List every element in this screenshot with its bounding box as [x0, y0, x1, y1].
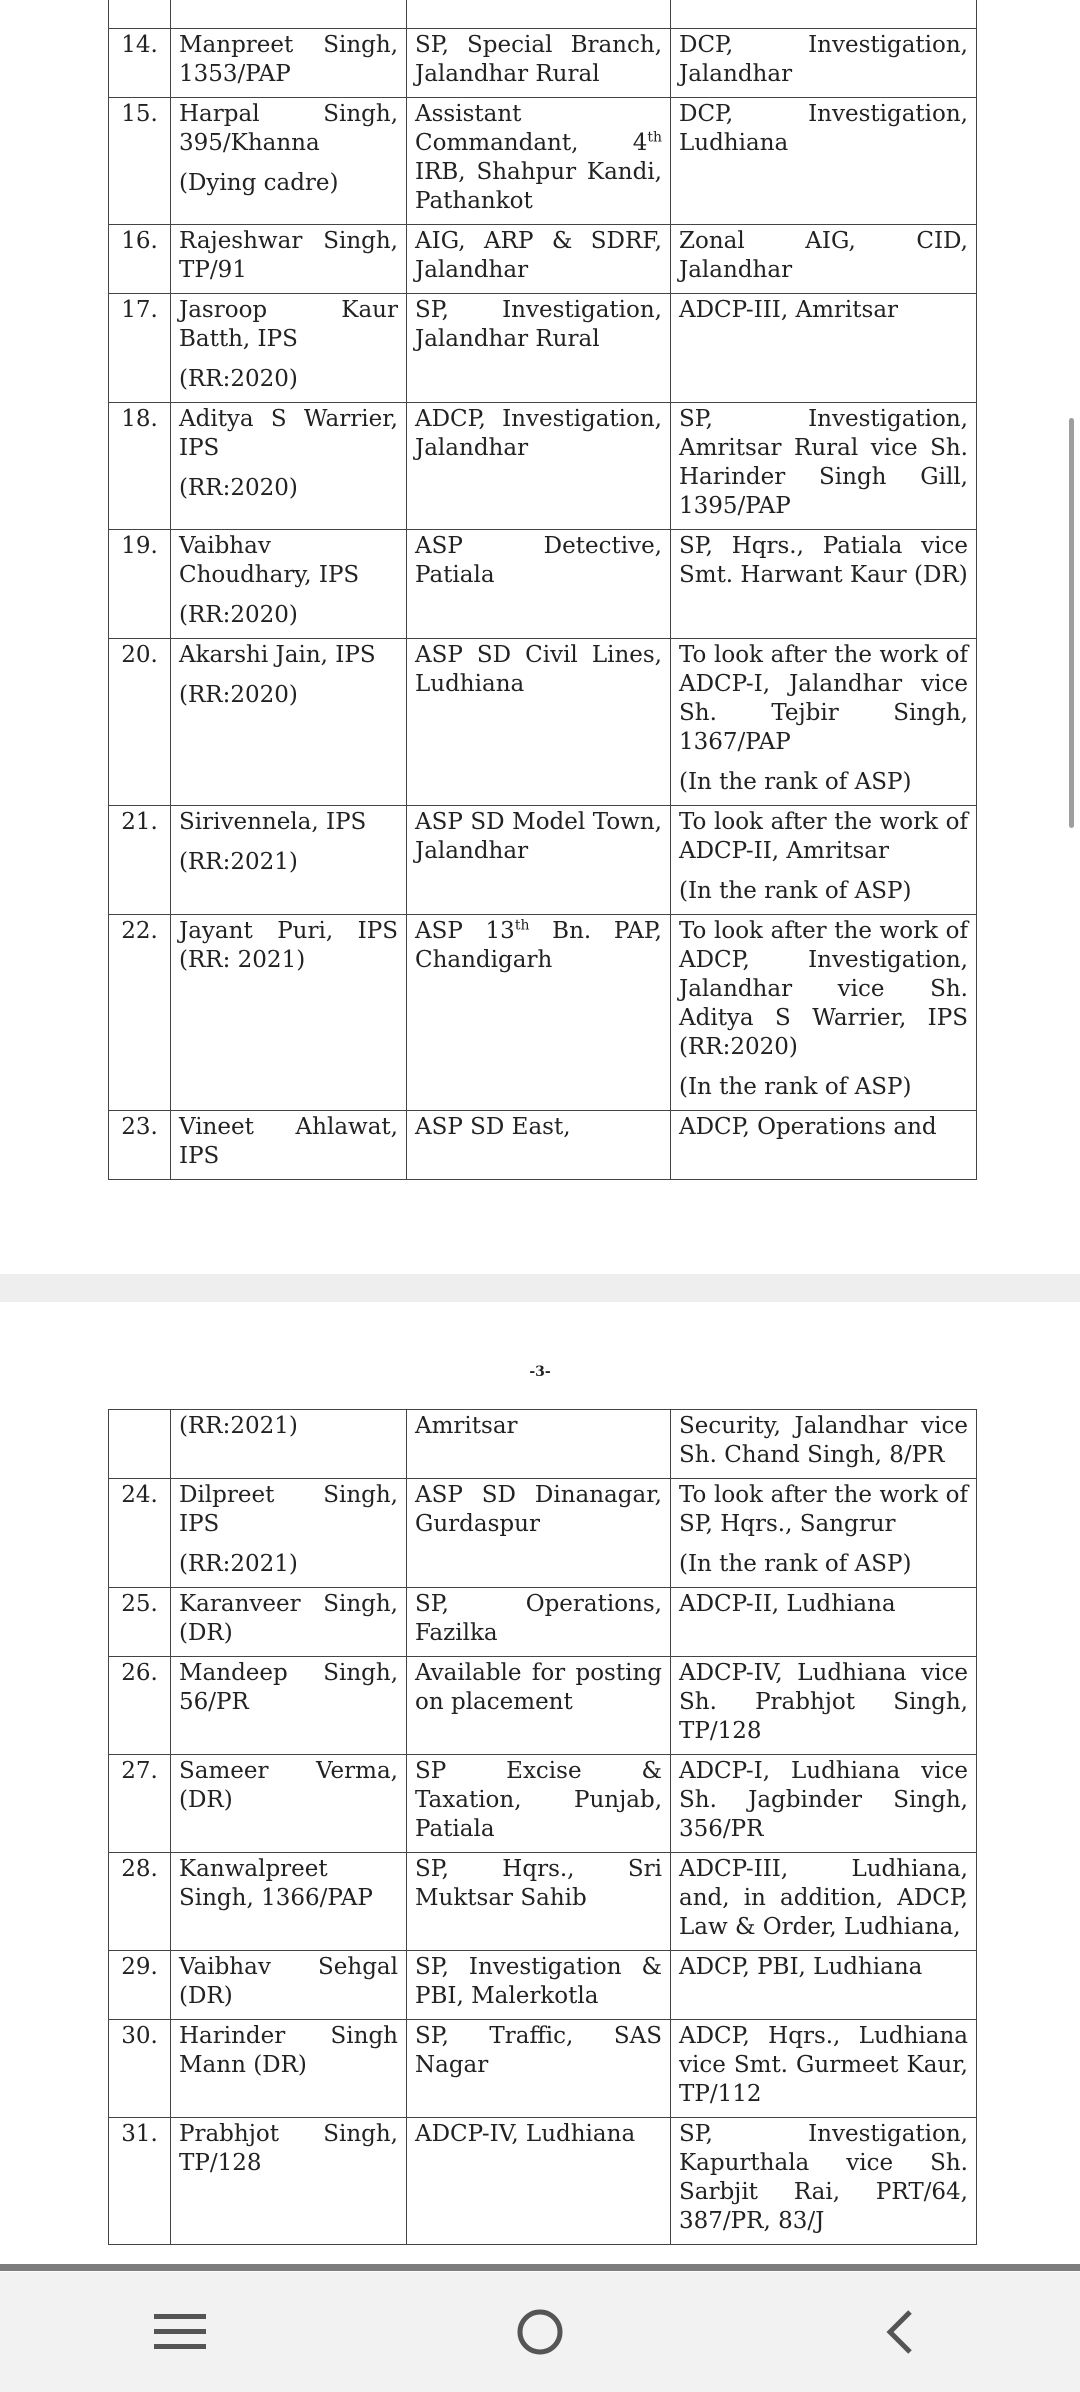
- officer-name-cell: [171, 294, 407, 403]
- new-posting-cell: [671, 915, 977, 1111]
- transfer-table-page-3: [108, 1409, 977, 2245]
- table-row: [109, 639, 977, 806]
- cell-text: ADCP-I, Ludhiana vice Sh. Jagbinder Singh, 356/PR: [679, 1758, 968, 1842]
- new-posting-cell: [671, 294, 977, 403]
- cell-text: SP, Hqrs., Sri Muktsar Sahib: [415, 1856, 662, 1911]
- cell-text: (In the rank of ASP): [679, 769, 912, 795]
- cell-text: Rajeshwar Singh, TP/91: [179, 228, 398, 283]
- cell-text: Mandeep Singh, 56/PR: [179, 1660, 398, 1715]
- table-row: [109, 2020, 977, 2118]
- present-posting-cell: [407, 1479, 671, 1588]
- new-posting-cell: [671, 98, 977, 225]
- cell-text: To look after the work of ADCP-II, Amritsar: [679, 809, 968, 864]
- present-posting-cell: [407, 98, 671, 225]
- menu-icon[interactable]: [120, 2272, 240, 2392]
- cell-text: DCP, Investigation, Ludhiana: [679, 101, 968, 156]
- cell-text: ASP Detective, Patiala: [415, 533, 662, 588]
- cell-text: ADCP, Investigation, Jalandhar: [415, 406, 662, 461]
- new-posting-cell: [671, 2020, 977, 2118]
- cell-text: Zonal AIG, CID, Jalandhar: [679, 228, 968, 283]
- cell-text: (RR:2020): [179, 366, 298, 392]
- cell-text: SP, Special Branch, Jalandhar Rural: [415, 32, 662, 87]
- table-row: [109, 1479, 977, 1588]
- cell-text: Vineet Ahlawat, IPS: [179, 1114, 398, 1169]
- cell-text: Available for posting on placement: [415, 1660, 662, 1715]
- cell-text: ASP SD Dinanagar, Gurdaspur: [415, 1482, 662, 1537]
- cell-text: Kanwalpreet Singh, 1366/PAP: [179, 1856, 373, 1911]
- cell-text: (RR:2020): [179, 602, 298, 628]
- transfer-table-page-2: [108, 0, 977, 1180]
- document-page-3: [0, 1302, 1080, 2272]
- serial-number-cell: 20.: [109, 639, 171, 806]
- officer-name-cell: [171, 2118, 407, 2245]
- present-posting-cell: [407, 1410, 671, 1479]
- table-row: [109, 806, 977, 915]
- cell-text: Manpreet Singh, 1353/PAP: [179, 32, 398, 87]
- officer-name-cell: [171, 2020, 407, 2118]
- cell-text: To look after the work of ADCP-I, Jalandhar vice Sh. Tejbir Singh, 1367/PAP: [679, 642, 968, 755]
- present-posting-cell: [407, 530, 671, 639]
- cell-text: Vaibhav Sehgal (DR): [179, 1954, 398, 2009]
- present-posting-cell: [407, 915, 671, 1111]
- cell-text: Amritsar: [415, 1413, 518, 1439]
- new-posting-cell: [671, 1410, 977, 1479]
- table-row-cutoff: [109, 0, 977, 29]
- cell-text: Sirivennela, IPS: [179, 809, 367, 835]
- cell-text: ADCP, Hqrs., Ludhiana vice Smt. Gurmeet Kaur, TP/112: [679, 2023, 968, 2107]
- cell-text: ADCP, PBI, Ludhiana: [679, 1954, 923, 1980]
- officer-name-cell: [171, 806, 407, 915]
- table-row: [109, 1111, 977, 1180]
- present-posting-cell: [407, 1111, 671, 1180]
- new-posting-cell: [671, 1657, 977, 1755]
- cell-text: (In the rank of ASP): [679, 878, 912, 904]
- present-posting-cell: [407, 2020, 671, 2118]
- cell-text: ADCP-III, Ludhiana, and, in addition, ADCP, Law & Order, Ludhiana,: [679, 1856, 968, 1940]
- cell-text: Akarshi Jain, IPS: [179, 642, 376, 668]
- cell-text: Vaibhav Choudhary, IPS: [179, 533, 360, 588]
- cutoff-text: [407, 0, 671, 29]
- table-row: [109, 915, 977, 1111]
- new-posting-cell: [671, 806, 977, 915]
- cell-text: To look after the work of ADCP, Investigation, Jalandhar vice Sh. Aditya S Warrier, IPS (RR:2020): [679, 918, 968, 1060]
- table-row: [109, 294, 977, 403]
- new-posting-cell: [671, 29, 977, 98]
- cell-text: (RR:2021): [179, 1551, 298, 1577]
- table-row: [109, 1951, 977, 2020]
- vertical-scrollbar[interactable]: [1069, 418, 1074, 828]
- serial-number-cell: 29.: [109, 1951, 171, 2020]
- serial-number-cell: 24.: [109, 1479, 171, 1588]
- cell-text: SP, Investigation, Jalandhar Rural: [415, 297, 662, 352]
- new-posting-cell: [671, 1111, 977, 1180]
- table-row: [109, 225, 977, 294]
- new-posting-cell: [671, 1755, 977, 1853]
- cell-text: Sameer Verma, (DR): [179, 1758, 398, 1813]
- cell-text: ADCP-IV, Ludhiana: [415, 2121, 636, 2147]
- cell-text: ASP SD East,: [415, 1114, 571, 1140]
- new-posting-cell: [671, 1588, 977, 1657]
- page-number: -3-: [529, 1364, 551, 1380]
- present-posting-cell: [407, 29, 671, 98]
- officer-name-cell: [171, 98, 407, 225]
- new-posting-cell: [671, 639, 977, 806]
- new-posting-cell: [671, 1479, 977, 1588]
- cell-text: Karanveer Singh, (DR): [179, 1591, 398, 1646]
- cell-text: Harinder Singh Mann (DR): [179, 2023, 398, 2078]
- officer-name-cell: [171, 403, 407, 530]
- cell-text: (RR:2021): [179, 849, 298, 875]
- officer-name-cell: [171, 225, 407, 294]
- cell-text: To look after the work of SP, Hqrs., Sangrur: [679, 1482, 968, 1537]
- new-posting-cell: [671, 403, 977, 530]
- cell-text: (In the rank of ASP): [679, 1074, 912, 1100]
- present-posting-cell: [407, 1588, 671, 1657]
- present-posting-cell: [407, 806, 671, 915]
- cell-text: Assistant Commandant, 4th IRB, Shahpur Kandi, Pathankot: [415, 101, 662, 214]
- serial-number-cell: 18.: [109, 403, 171, 530]
- present-posting-cell: [407, 1657, 671, 1755]
- new-posting-cell: [671, 530, 977, 639]
- cell-text: ASP SD Civil Lines, Ludhiana: [415, 642, 662, 697]
- officer-name-cell: [171, 1657, 407, 1755]
- serial-number-cell: 30.: [109, 2020, 171, 2118]
- home-circle-icon[interactable]: [480, 2272, 600, 2392]
- new-posting-cell: [671, 225, 977, 294]
- new-posting-cell: [671, 2118, 977, 2245]
- serial-number-cell: 14.: [109, 29, 171, 98]
- present-posting-cell: [407, 1755, 671, 1853]
- officer-name-cell: [171, 1588, 407, 1657]
- serial-number-cell: [109, 1410, 171, 1479]
- officer-name-cell: [171, 639, 407, 806]
- table-row: [109, 1588, 977, 1657]
- cell-text: ADCP-IV, Ludhiana vice Sh. Prabhjot Singh, TP/128: [679, 1660, 968, 1744]
- back-chevron-icon[interactable]: [840, 2272, 960, 2392]
- table-row: [109, 2118, 977, 2245]
- cell-text: Harpal Singh, 395/Khanna: [179, 101, 398, 156]
- serial-number-cell: 22.: [109, 915, 171, 1111]
- table-row: [109, 1755, 977, 1853]
- present-posting-cell: [407, 2118, 671, 2245]
- table-row: [109, 1657, 977, 1755]
- officer-name-cell: [171, 29, 407, 98]
- officer-name-cell: [171, 1951, 407, 2020]
- cell-text: SP, Hqrs., Patiala vice Smt. Harwant Kaur (DR): [679, 533, 968, 588]
- new-posting-cell: [671, 1951, 977, 2020]
- serial-number-cell: 21.: [109, 806, 171, 915]
- cell-text: ADCP, Operations and: [679, 1114, 937, 1140]
- cell-text: AIG, ARP & SDRF, Jalandhar: [415, 228, 662, 283]
- cell-text: DCP, Investigation, Jalandhar: [679, 32, 968, 87]
- present-posting-cell: [407, 639, 671, 806]
- cell-text: ADCP-III, Amritsar: [679, 297, 899, 323]
- serial-number-cell: 15.: [109, 98, 171, 225]
- table-row: [109, 530, 977, 639]
- cell-text: Jasroop Kaur Batth, IPS: [179, 297, 398, 352]
- serial-number-cell: 26.: [109, 1657, 171, 1755]
- present-posting-cell: [407, 294, 671, 403]
- cell-text: Aditya S Warrier, IPS: [179, 406, 398, 461]
- cell-text: SP, Investigation, Kapurthala vice Sh. Sarbjit Rai, PRT/64, 387/PR, 83/J: [679, 2121, 968, 2234]
- officer-name-cell: [171, 1853, 407, 1951]
- officer-name-cell: [171, 915, 407, 1111]
- cell-text: ADCP-II, Ludhiana: [679, 1591, 896, 1617]
- cell-text: ASP SD Model Town, Jalandhar: [415, 809, 662, 864]
- serial-number-cell: 19.: [109, 530, 171, 639]
- table-row: [109, 1853, 977, 1951]
- table-row: [109, 1410, 977, 1479]
- officer-name-cell: [171, 530, 407, 639]
- cell-text: SP, Traffic, SAS Nagar: [415, 2023, 662, 2078]
- cell-text: SP, Investigation & PBI, Malerkotla: [415, 1954, 662, 2009]
- serial-number-cell: 31.: [109, 2118, 171, 2245]
- cell-text: Jayant Puri, IPS (RR: 2021): [179, 918, 398, 973]
- officer-name-cell: [171, 1755, 407, 1853]
- table-row: [109, 29, 977, 98]
- serial-number-cell: 17.: [109, 294, 171, 403]
- cell-text: (Dying cadre): [179, 170, 339, 196]
- present-posting-cell: [407, 403, 671, 530]
- serial-number-cell: 16.: [109, 225, 171, 294]
- present-posting-cell: [407, 1853, 671, 1951]
- table-row: [109, 403, 977, 530]
- cell-text: (RR:2021): [179, 1413, 298, 1439]
- cell-text: (RR:2020): [179, 682, 298, 708]
- cell-text: (RR:2020): [179, 475, 298, 501]
- officer-name-cell: [171, 1111, 407, 1180]
- page-separator: [0, 1274, 1080, 1302]
- new-posting-cell: [671, 1853, 977, 1951]
- android-navigation-bar: [0, 2272, 1080, 2392]
- present-posting-cell: [407, 1951, 671, 2020]
- cell-text: ASP 13th Bn. PAP, Chandigarh: [415, 917, 662, 973]
- cell-text: Security, Jalandhar vice Sh. Chand Singh, 8/PR: [679, 1413, 968, 1468]
- serial-number-cell: 23.: [109, 1111, 171, 1180]
- cell-text: Dilpreet Singh, IPS: [179, 1482, 398, 1537]
- serial-number-cell: 25.: [109, 1588, 171, 1657]
- officer-name-cell: [171, 1410, 407, 1479]
- serial-number-cell: 27.: [109, 1755, 171, 1853]
- cell-text: (In the rank of ASP): [679, 1551, 912, 1577]
- present-posting-cell: [407, 225, 671, 294]
- officer-name-cell: [171, 1479, 407, 1588]
- serial-number-cell: 28.: [109, 1853, 171, 1951]
- cell-text: Prabhjot Singh, TP/128: [179, 2121, 398, 2176]
- cell-text: SP Excise & Taxation, Punjab, Patiala: [415, 1758, 662, 1842]
- table-row: [109, 98, 977, 225]
- horizontal-divider-bar: [0, 2264, 1080, 2271]
- cell-text: SP, Investigation, Amritsar Rural vice Sh. Harinder Singh Gill, 1395/PAP: [679, 406, 968, 519]
- cell-text: SP, Operations, Fazilka: [415, 1591, 662, 1646]
